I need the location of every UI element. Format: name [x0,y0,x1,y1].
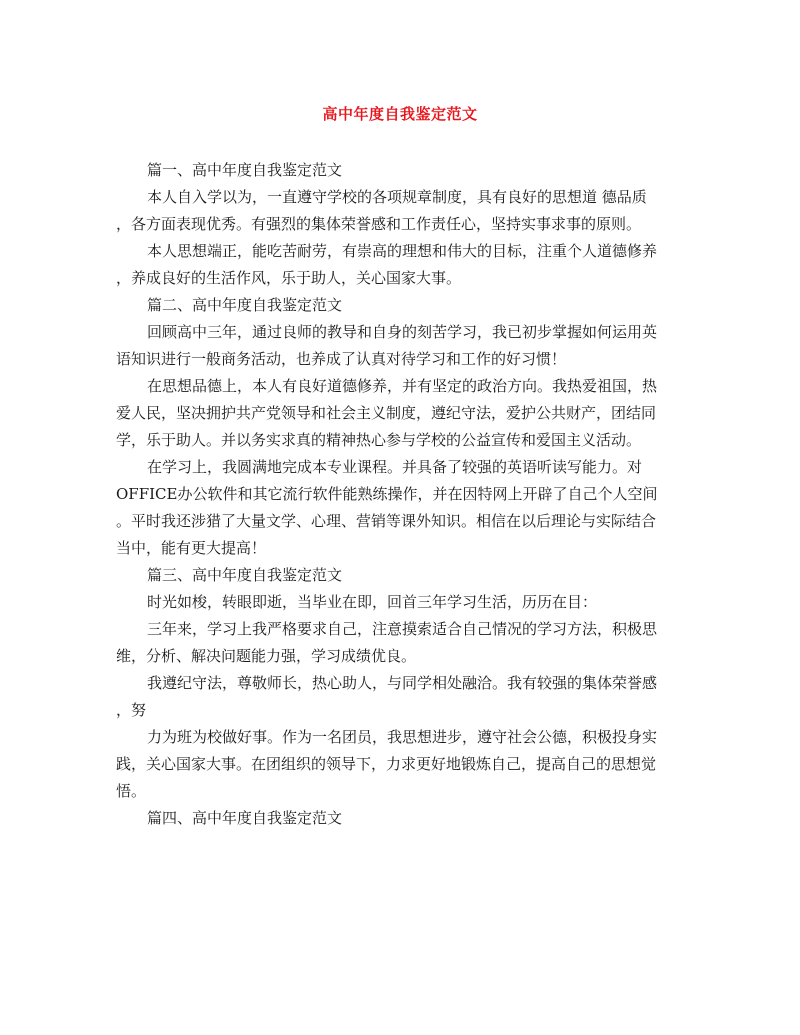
text-line: ，努 [116,701,147,719]
text-line: 篇四、高中年度自我鉴定范文 [147,809,343,827]
text-line: 当中，能有更大提高！ [116,539,267,557]
text-line: 在思想品德上，本人有良好道德修养，并有坚定的政治方向。我热爱祖国，热 [147,377,658,395]
document-title: 高中年度自我鉴定范文 [322,105,478,123]
text-line: ，养成良好的生活作风，乐于助人，关心国家大事。 [116,269,462,287]
text-line: 三年来，学习上我严格要求自己，注意摸索适合自己情况的学习方法，积极思 [147,620,658,638]
text-line: 践，关心国家大事。在团组织的领导下，力求更好地锻炼自己，提高自己的思想觉 [116,755,657,773]
text-line: 时光如梭，转眼即逝，当毕业在即，回首三年学习生活，历历在目： [147,593,598,611]
text-line: 本人思想端正，能吃苦耐劳，有崇高的理想和伟大的目标，注重个人道德修养 [147,242,658,260]
text-line: 维，分析、解决问题能力强，学习成绩优良。 [116,647,417,665]
text-line: 本人自入学以为，一直遵守学校的各项规章制度，具有良好的思想道 德品质 [147,188,647,206]
text-line: 在学习上，我圆满地完成本专业课程。并具备了较强的英语听读写能力。对 [147,458,643,476]
text-line: 回顾高中三年，通过良师的教导和自身的刻苦学习，我已初步掌握如何运用英 [147,323,658,341]
document-body [116,157,690,832]
text-line: 我遵纪守法，尊敬师长，热心助人，与同学相处融洽。我有较强的集体荣誉感 [147,674,658,692]
text-line: 悟。 [116,782,147,800]
text-line: ，各方面表现优秀。有强烈的集体荣誉感和工作责任心，坚持实事求事的原则。 [116,215,642,233]
text-line: 篇二、高中年度自我鉴定范文 [147,296,343,314]
text-line: 篇一、高中年度自我鉴定范文 [147,161,343,179]
text-line: 篇三、高中年度自我鉴定范文 [147,566,343,584]
text-line: 爱人民，坚决拥护共产党领导和社会主义制度，遵纪守法，爱护公共财产，团结同 [116,404,657,422]
text-line: 力为班为校做好事。作为一名团员，我思想进步，遵守社会公德，积极投身实 [147,728,658,746]
text-line: 语知识进行一般商务活动，也养成了认真对待学习和工作的好习惯！ [116,350,567,368]
text-line: 学，乐于助人。并以务实求真的精神热心参与学校的公益宣传和爱国主义活动。 [116,431,642,449]
text-line: OFFICE办公软件和其它流行软件能熟练操作，并在因特网上开辟了自己个人空间 [116,485,658,503]
text-line: 。平时我还涉猎了大量文学、心理、营销等课外知识。相信在以后理论与实际结合 [116,512,657,530]
